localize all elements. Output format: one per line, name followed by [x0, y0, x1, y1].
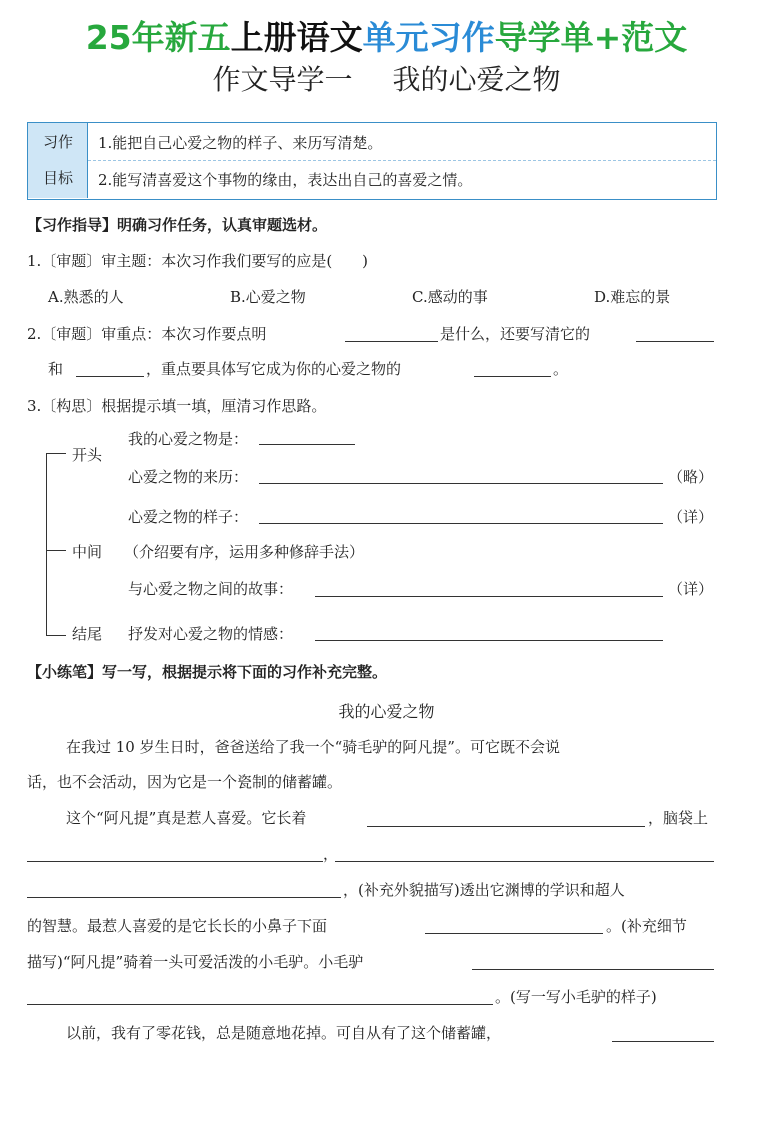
- banner-part-1: 25年新五: [85, 18, 231, 57]
- outline-middle: 中间: [72, 543, 103, 561]
- essay-p1-line1: 在我过 10 岁生日时，爸爸送给了我一个“骑毛驴的阿凡提”。可它既不会说: [66, 738, 560, 756]
- question-2-part-3: 和: [48, 360, 64, 378]
- answer-blank[interactable]: [474, 376, 551, 377]
- goal-item-2: 2.能写清喜爱这个事物的缘由，表达出自己的喜爱之情。: [98, 171, 473, 189]
- outline-item-look: 心爱之物的样子：: [128, 508, 249, 526]
- essay-p2-line1b: ，脑袋上: [648, 809, 709, 827]
- banner-part-2: 上册语文: [230, 18, 363, 57]
- outline-middle-note: （介绍要有序，运用多种修辞手法）: [124, 543, 365, 561]
- question-2-part-4: ，重点要具体写它成为你的心爱之物的: [146, 360, 402, 378]
- essay-p2-line2a: ，: [323, 845, 339, 863]
- answer-blank[interactable]: [472, 969, 714, 970]
- answer-blank[interactable]: [636, 341, 714, 342]
- essay-p2-line6: 。(写一写小毛驴的样子): [495, 988, 657, 1006]
- answer-blank[interactable]: [335, 861, 714, 862]
- goals-label-bottom: 目标: [42, 169, 73, 187]
- outline-item-story: 与心爱之物之间的故事：: [128, 580, 294, 598]
- goals-label-top: 习作: [42, 133, 73, 151]
- answer-blank[interactable]: [76, 376, 144, 377]
- outline-bracket: [46, 453, 47, 636]
- outline-start: 开头: [72, 446, 103, 464]
- essay-p2-line1a: 这个“阿凡提”真是惹人喜爱。它长着: [66, 809, 307, 827]
- goals-label: [28, 123, 88, 198]
- answer-blank[interactable]: [345, 341, 438, 342]
- practice-heading: 【小练笔】写一写，根据提示将下面的习作补充完整。: [27, 663, 388, 681]
- outline-tick: [46, 453, 66, 454]
- answer-blank[interactable]: [27, 861, 323, 862]
- answer-blank[interactable]: [259, 483, 663, 484]
- outline-story-note: （详）: [668, 580, 714, 598]
- outline-look-note: （详）: [668, 508, 714, 526]
- answer-blank[interactable]: [315, 640, 663, 641]
- answer-blank[interactable]: [315, 596, 663, 597]
- outline-item-feeling: 抒发对心爱之物的情感：: [128, 625, 294, 643]
- essay-p1-line2: 话，也不会活动，因为它是一个瓷制的储蓄罐。: [27, 773, 343, 791]
- subtitle-left: 作文导学一: [212, 63, 353, 96]
- outline-origin-note: （略）: [668, 468, 714, 486]
- essay-title: 我的心爱之物: [338, 702, 435, 721]
- outline-item-name: 我的心爱之物是：: [128, 430, 249, 448]
- answer-blank[interactable]: [612, 1041, 714, 1042]
- goal-item-1: 1.能把自己心爱之物的样子、来历写清楚。: [98, 134, 383, 152]
- outline-tick: [46, 635, 66, 636]
- question-1: 1.〔审题〕审主题：本次习作我们要写的应是( ): [27, 252, 369, 270]
- banner-part-3: 单元习作: [362, 18, 495, 57]
- guide-heading: 【习作指导】明确习作任务，认真审题选材。: [27, 216, 328, 234]
- outline-end: 结尾: [72, 625, 103, 643]
- banner-part-4: 导学单+范文: [494, 18, 688, 57]
- option-b[interactable]: B.心爱之物: [230, 288, 306, 306]
- answer-blank[interactable]: [367, 826, 645, 827]
- outline-tick: [46, 550, 66, 551]
- goals-divider: [88, 160, 716, 161]
- subtitle-right: 我的心爱之物: [392, 63, 561, 96]
- answer-blank[interactable]: [27, 1004, 493, 1005]
- option-a[interactable]: A.熟悉的人: [48, 288, 124, 306]
- banner-title: [0, 12, 773, 59]
- essay-p3-line1: 以前，我有了零花钱，总是随意地花掉。可自从有了这个储蓄罐，: [66, 1024, 502, 1042]
- essay-p2-line5: 描写)“阿凡提”骑着一头可爱活泼的小毛驴。小毛驴: [27, 953, 364, 971]
- question-3: 3.〔构思〕根据提示填一填，厘清习作思路。: [27, 397, 327, 415]
- question-2-part-5: 。: [553, 360, 569, 378]
- answer-blank[interactable]: [259, 444, 355, 445]
- essay-p2-line3: ，(补充外貌描写)透出它渊博的学识和超人: [343, 881, 625, 899]
- essay-p2-line4b: 。(补充细节: [606, 917, 687, 935]
- outline-item-origin: 心爱之物的来历：: [128, 468, 249, 486]
- question-2-part-2: 是什么，还要写清它的: [440, 325, 591, 343]
- option-c[interactable]: C.感动的事: [412, 288, 488, 306]
- question-2-part-1: 2.〔审题〕审重点：本次习作要点明: [27, 325, 267, 343]
- answer-blank[interactable]: [259, 523, 663, 524]
- page-subtitle: [0, 58, 773, 98]
- essay-p2-line4a: 的智慧。最惹人喜爱的是它长长的小鼻子下面: [27, 917, 328, 935]
- option-d[interactable]: D.难忘的景: [594, 288, 671, 306]
- goals-box: [27, 122, 717, 200]
- answer-blank[interactable]: [425, 933, 603, 934]
- answer-blank[interactable]: [27, 897, 341, 898]
